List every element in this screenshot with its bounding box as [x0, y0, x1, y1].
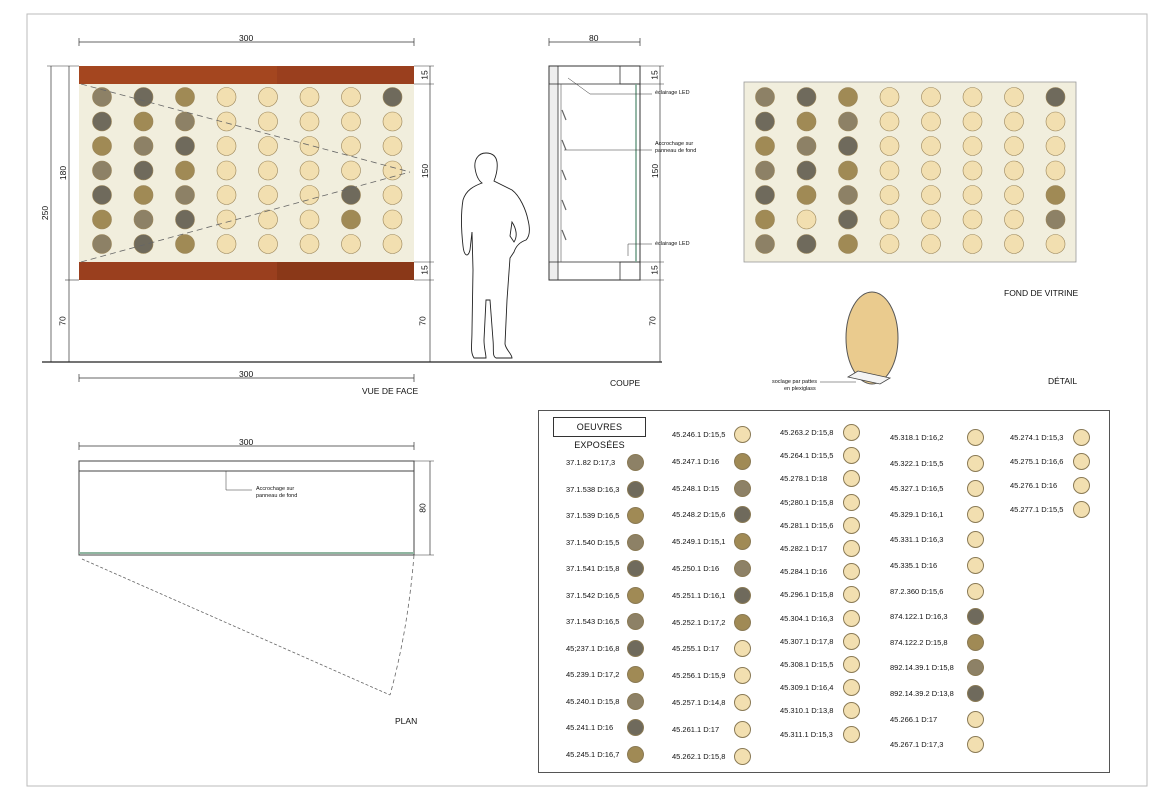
inventory-plain-disc: [843, 726, 860, 743]
backdrop-disc: [880, 161, 899, 180]
front-disc: [383, 186, 402, 205]
backdrop-disc: [880, 137, 899, 156]
label-led-top: éclairage LED: [655, 90, 690, 96]
label-front-view: VUE DE FACE: [362, 386, 419, 396]
inventory-item-label: 45.252.1 D:17,2: [672, 617, 726, 627]
front-disc: [176, 186, 195, 205]
backdrop-disc: [880, 88, 899, 107]
plan-outline: [79, 461, 414, 555]
backdrop-disc: [1005, 235, 1024, 254]
inventory-photo-disc: [627, 587, 644, 604]
label-led-bottom: éclairage LED: [655, 241, 690, 247]
inventory-item-label: 45.329.1 D:16,1: [890, 509, 944, 519]
backdrop-disc: [880, 186, 899, 205]
label-section: COUPE: [610, 378, 641, 388]
dim-plan-width: 300: [239, 437, 254, 447]
inventory-item-label: 45.277.1 D:15,5: [1010, 505, 1064, 514]
inventory-item-label: 45.309.1 D:16,4: [780, 683, 834, 693]
front-disc: [93, 88, 112, 107]
front-disc: [300, 161, 319, 180]
inventory-item-label: 45.331.1 D:16,3: [890, 535, 944, 545]
inventory-item-label: 892.14.39.1 D:15,8: [890, 663, 954, 673]
front-disc: [342, 235, 361, 254]
front-disc: [176, 112, 195, 131]
backdrop-disc: [1005, 137, 1024, 156]
backdrop-disc: [1046, 137, 1065, 156]
front-disc: [300, 88, 319, 107]
backdrop-disc: [880, 235, 899, 254]
inventory-item-label: 45.257.1 D:14,8: [672, 698, 726, 707]
inventory-plain-disc: [843, 610, 860, 627]
inventory-plain-disc: [734, 694, 751, 711]
dim-front-plinth-left: 70: [57, 316, 68, 326]
human-silhouette: [462, 153, 530, 358]
inventory-title: OEUVRES EXPOSÉES: [553, 417, 646, 437]
backdrop-disc: [922, 112, 941, 131]
inventory-item-label: 45.307.1 D:17,8: [780, 636, 834, 646]
inventory-plain-disc: [734, 748, 751, 765]
backdrop-disc: [839, 161, 858, 180]
label-detail: DÉTAIL: [1048, 376, 1078, 386]
backdrop-disc: [797, 186, 816, 205]
dim-section-plinth: 70: [647, 316, 658, 326]
inventory-item-label: 37.1.539 D:16,5: [566, 511, 620, 520]
inventory-item-label: 45.248.1 D:15: [672, 483, 720, 493]
inventory-photo-disc: [627, 719, 644, 736]
inventory-item-label: 45.276.1 D:16: [1010, 481, 1058, 490]
front-disc: [259, 235, 278, 254]
backdrop-disc: [756, 112, 775, 131]
front-disc: [383, 137, 402, 156]
front-backdrop: [79, 84, 414, 262]
front-disc: [259, 112, 278, 131]
inventory-item-label: 45.275.1 D:16,6: [1010, 457, 1064, 466]
backdrop-disc: [1005, 88, 1024, 107]
backdrop-disc: [839, 235, 858, 254]
dim-section-band-bottom: 15: [649, 265, 660, 275]
dim-section-band-top: 15: [649, 70, 660, 80]
backdrop-disc: [963, 235, 982, 254]
dim-front-display: 150: [420, 163, 431, 179]
dim-front-band-bottom: 15: [419, 265, 430, 275]
inventory-item-label: 37.1.541 D:15,8: [566, 564, 620, 573]
label-backdrop: FOND DE VITRINE: [1004, 288, 1079, 298]
inventory-item-label: 87.2.360 D:15,6: [890, 586, 944, 596]
inventory-item-label: 45.255.1 D:17: [672, 644, 720, 654]
dim-plan-depth: 80: [417, 503, 428, 513]
backdrop-disc: [1005, 112, 1024, 131]
inventory-plain-disc: [734, 721, 751, 738]
front-disc: [342, 88, 361, 107]
backdrop-disc: [756, 210, 775, 229]
label-base-detail-1: soclage par pattes: [772, 379, 817, 385]
backdrop-disc: [963, 161, 982, 180]
backdrop-disc: [756, 161, 775, 180]
inventory-item-label: 45.310.1 D:13,8: [780, 706, 834, 716]
front-disc: [217, 235, 236, 254]
front-disc: [217, 137, 236, 156]
front-disc: [176, 161, 195, 180]
backdrop-disc: [963, 88, 982, 107]
backdrop-disc: [839, 186, 858, 205]
front-disc: [342, 210, 361, 229]
detail-view: [820, 292, 898, 384]
inventory-plain-disc: [967, 583, 984, 600]
dim-front-panel-height: 180: [58, 165, 69, 181]
inventory-item-label: 45.308.1 D:15,5: [780, 660, 834, 669]
inventory-plain-disc: [967, 429, 984, 446]
front-disc: [93, 112, 112, 131]
inventory-plain-disc: [967, 711, 984, 728]
dim-front-total-height: 250: [40, 205, 51, 221]
inventory-item-label: 45.256.1 D:15,9: [672, 671, 726, 681]
front-disc: [134, 235, 153, 254]
label-hanging-plan-2: panneau de fond: [256, 493, 298, 499]
inventory-photo-disc: [627, 534, 644, 551]
inventory-item-label: 45.322.1 D:15,5: [890, 458, 944, 468]
front-disc: [300, 137, 319, 156]
inventory-plain-disc: [843, 656, 860, 673]
front-disc: [383, 112, 402, 131]
front-disc: [217, 161, 236, 180]
backdrop-disc: [1046, 186, 1065, 205]
inventory-item-label: 45.304.1 D:16,3: [780, 613, 834, 623]
backdrop-disc: [797, 210, 816, 229]
inventory-photo-disc: [627, 481, 644, 498]
inventory-plain-disc: [967, 506, 984, 523]
inventory-item-label: 45.250.1 D:16: [672, 564, 720, 573]
inventory-plain-disc: [1073, 477, 1090, 494]
backdrop-disc: [756, 137, 775, 156]
dim-section-depth: 80: [589, 33, 599, 43]
inventory-item-label: 45.281.1 D:15,6: [780, 520, 834, 530]
inventory-plain-disc: [967, 557, 984, 574]
front-disc: [93, 161, 112, 180]
backdrop-disc: [756, 88, 775, 107]
inventory-plain-disc: [843, 494, 860, 511]
backdrop-disc: [963, 112, 982, 131]
inventory-photo-disc: [734, 453, 751, 470]
front-disc: [259, 186, 278, 205]
backdrop-disc: [880, 112, 899, 131]
dim-front-bottom-width: 300: [239, 369, 254, 379]
inventory-item-label: 45.266.1 D:17: [890, 714, 938, 724]
inventory-plain-disc: [843, 424, 860, 441]
plan-view: [79, 442, 434, 695]
dim-front-plinth-right: 70: [417, 316, 428, 326]
inventory-item-label: 45.284.1 D:16: [780, 567, 828, 577]
front-disc: [93, 210, 112, 229]
inventory-plain-disc: [1073, 453, 1090, 470]
inventory-plain-disc: [967, 455, 984, 472]
backdrop-disc: [922, 186, 941, 205]
inventory-plain-disc: [843, 517, 860, 534]
inventory-item-label: 45.327.1 D:16,5: [890, 484, 944, 494]
backdrop-disc: [797, 88, 816, 107]
backdrop-disc: [963, 186, 982, 205]
inventory-photo-disc: [627, 640, 644, 657]
front-disc: [259, 210, 278, 229]
front-disc: [342, 137, 361, 156]
inventory-item-label: 45.246.1 D:15,5: [672, 430, 726, 439]
inventory-item-label: 37.1.542 D:16,5: [566, 590, 620, 600]
backdrop-disc: [756, 186, 775, 205]
detail-disc: [846, 292, 898, 384]
backdrop-disc: [922, 235, 941, 254]
front-disc: [342, 161, 361, 180]
front-disc: [93, 186, 112, 205]
front-disc: [217, 210, 236, 229]
backdrop-disc: [1005, 161, 1024, 180]
inventory-item-label: 45.249.1 D:15,1: [672, 537, 726, 547]
backdrop-disc: [839, 210, 858, 229]
backdrop-disc: [880, 210, 899, 229]
inventory-item-label: 37.1.538 D:16,3: [566, 484, 620, 494]
inventory-item-label: 45.239.1 D:17,2: [566, 670, 620, 679]
backdrop-disc: [839, 137, 858, 156]
backdrop-disc: [963, 137, 982, 156]
backdrop-disc: [1046, 88, 1065, 107]
inventory-photo-disc: [627, 693, 644, 710]
inventory-item-label: 892.14.39.2 D:13,8: [890, 689, 954, 698]
inventory-item-label: 45.335.1 D:16: [890, 561, 938, 570]
inventory-photo-disc: [627, 613, 644, 630]
front-disc: [342, 186, 361, 205]
inventory-item-label: 37.1.82 D:17,3: [566, 458, 616, 467]
front-disc: [383, 88, 402, 107]
inventory-item-label: 874.122.1 D:16,3: [890, 612, 948, 622]
inventory-item-label: 45.274.1 D:15,3: [1010, 433, 1064, 442]
inventory-photo-disc: [734, 480, 751, 497]
front-disc: [300, 235, 319, 254]
inventory-item-label: 45.262.1 D:15,8: [672, 751, 726, 761]
label-hanging-plan-1: Accrochage sur: [256, 486, 295, 492]
door-swing-leaf: [82, 559, 390, 695]
dim-front-band-top: 15: [419, 70, 430, 80]
inventory-item-label: 37.1.543 D:16,5: [566, 617, 620, 626]
front-disc: [217, 186, 236, 205]
front-disc: [176, 235, 195, 254]
inventory-item-label: 45.248.2 D:15,6: [672, 510, 726, 520]
inventory-photo-disc: [627, 746, 644, 763]
backdrop-disc: [1046, 112, 1065, 131]
backdrop-disc: [922, 210, 941, 229]
inventory-plain-disc: [843, 540, 860, 557]
backdrop-panel: [744, 82, 1076, 262]
inventory-item-label: 45.245.1 D:16,7: [566, 749, 620, 759]
label-hanging-section-1: Accrochage sur: [655, 141, 694, 147]
inventory-photo-disc: [967, 634, 984, 651]
inventory-item-label: 45.241.1 D:16: [566, 723, 614, 732]
front-disc: [300, 186, 319, 205]
backdrop-disc: [1046, 235, 1065, 254]
door-swing-arc: [390, 555, 414, 695]
backdrop-disc: [797, 112, 816, 131]
front-disc: [383, 210, 402, 229]
front-disc: [259, 88, 278, 107]
front-disc: [176, 88, 195, 107]
front-disc: [134, 137, 153, 156]
inventory-photo-disc: [734, 560, 751, 577]
front-disc: [93, 137, 112, 156]
backdrop-disc: [1046, 161, 1065, 180]
inventory-item-label: 45.240.1 D:15,8: [566, 696, 620, 706]
dim-front-width: 300: [239, 33, 254, 43]
inventory-item-label: 45.278.1 D:18: [780, 474, 828, 484]
inventory-photo-disc: [967, 685, 984, 702]
inventory-item-label: 45;237.1 D:16,8: [566, 643, 620, 653]
inventory-item-label: 45.247.1 D:16: [672, 456, 720, 466]
backdrop-disc: [1046, 210, 1065, 229]
inventory-plain-disc: [1073, 501, 1090, 518]
dim-section-display: 150: [650, 163, 661, 179]
front-disc: [342, 112, 361, 131]
inventory-item-label: 45;280.1 D:15,8: [780, 497, 834, 507]
backdrop-disc: [756, 235, 775, 254]
inventory-item-label: 45.267.1 D:17,3: [890, 740, 944, 750]
backdrop-disc: [797, 235, 816, 254]
inventory-item-label: 45.264.1 D:15,5: [780, 451, 834, 461]
front-disc: [176, 210, 195, 229]
backdrop-disc: [797, 161, 816, 180]
backdrop-disc: [839, 88, 858, 107]
inventory-item-label: 45.318.1 D:16,2: [890, 433, 944, 442]
inventory-plain-disc: [734, 426, 751, 443]
label-base-detail-2: en plexiglass: [784, 386, 816, 392]
backdrop-disc: [1005, 210, 1024, 229]
front-disc: [300, 112, 319, 131]
front-disc: [134, 186, 153, 205]
front-disc: [217, 88, 236, 107]
front-disc: [134, 112, 153, 131]
backdrop-disc: [922, 161, 941, 180]
section-view: [549, 38, 664, 362]
inventory-item-label: 45.311.1 D:15,3: [780, 729, 833, 739]
inventory-plain-disc: [1073, 429, 1090, 446]
inventory-item-label: 45.261.1 D:17: [672, 724, 720, 734]
front-disc: [134, 88, 153, 107]
inventory-photo-disc: [627, 666, 644, 683]
backdrop-view: [744, 82, 1076, 262]
front-disc: [259, 137, 278, 156]
front-disc: [176, 137, 195, 156]
front-disc: [259, 161, 278, 180]
front-disc: [134, 210, 153, 229]
inventory-item-label: 45.251.1 D:16,1: [672, 590, 726, 600]
backdrop-disc: [922, 137, 941, 156]
inventory-photo-disc: [734, 614, 751, 631]
front-disc: [383, 235, 402, 254]
inventory-item-label: 37.1.540 D:15,5: [566, 537, 620, 547]
inventory-item-label: 45.282.1 D:17: [780, 544, 828, 553]
backdrop-disc: [839, 112, 858, 131]
inventory-photo-disc: [627, 560, 644, 577]
inventory-item-label: 874.122.2 D:15,8: [890, 637, 948, 647]
front-disc: [93, 235, 112, 254]
label-plan: PLAN: [395, 716, 418, 726]
inventory-plain-disc: [843, 633, 860, 650]
backdrop-disc: [797, 137, 816, 156]
backdrop-disc: [963, 210, 982, 229]
front-disc: [134, 161, 153, 180]
inventory-photo-disc: [734, 587, 751, 604]
inventory-item-label: 45.263.2 D:15,8: [780, 428, 834, 437]
inventory-item-label: 45.296.1 D:15,8: [780, 590, 834, 600]
backdrop-disc: [922, 88, 941, 107]
inventory-photo-disc: [627, 454, 644, 471]
backdrop-disc: [1005, 186, 1024, 205]
label-hanging-section-2: panneau de fond: [655, 148, 697, 154]
inventory-photo-disc: [627, 507, 644, 524]
front-disc: [300, 210, 319, 229]
